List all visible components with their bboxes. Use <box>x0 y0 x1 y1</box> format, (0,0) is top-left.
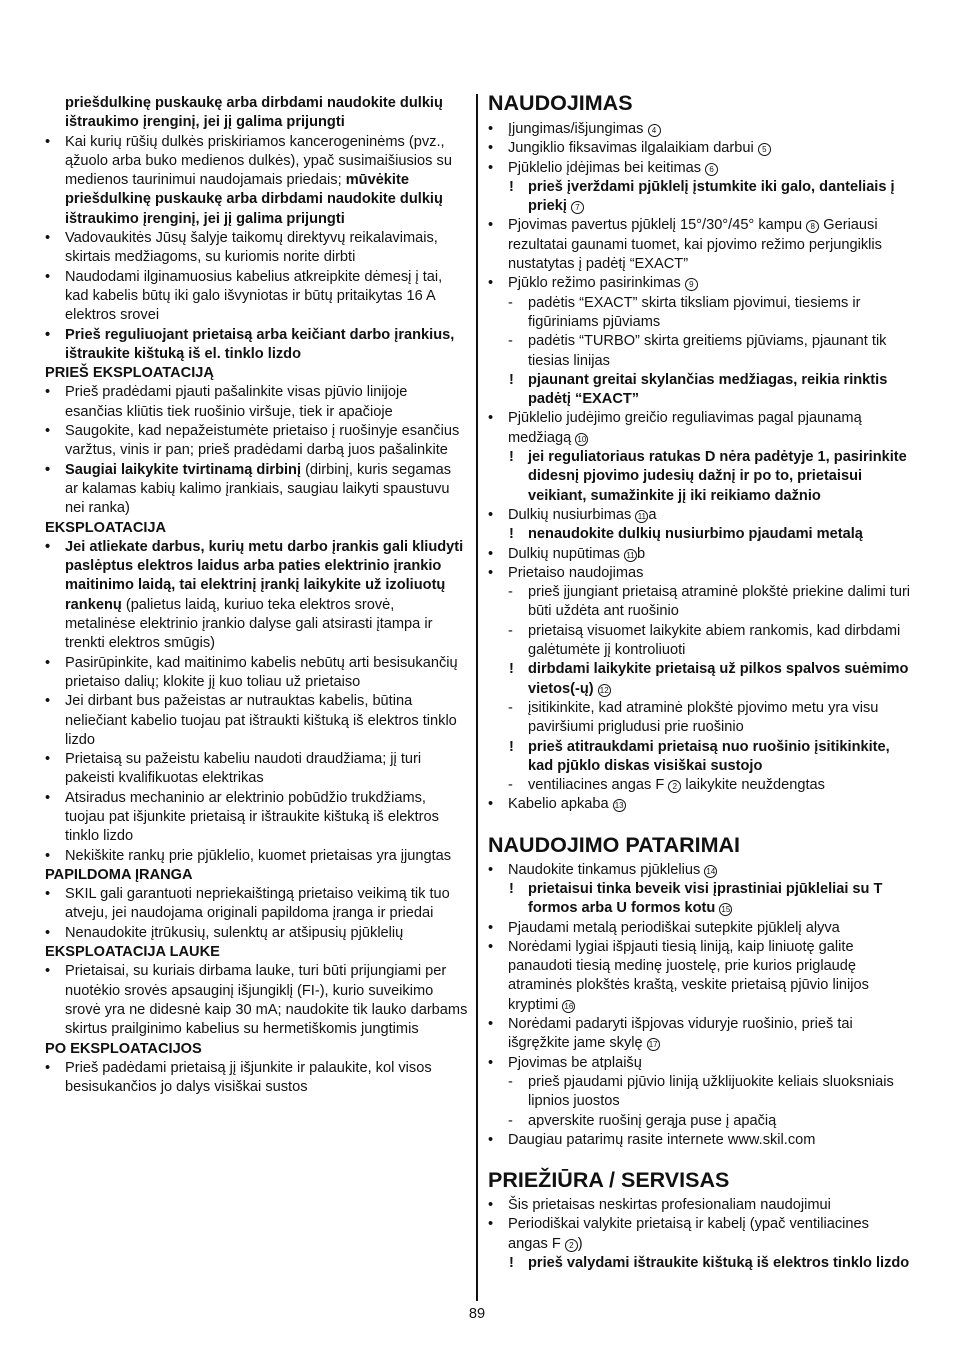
text-segment: Prieš padėdami prietaisą jį išjunkite ir palaukite, kol visos besisukančios jo dalys visiškai sustos <box>65 1059 432 1096</box>
bullet-marker: • <box>45 461 51 478</box>
text-segment: Naudokite tinkamus pjūklelius <box>508 861 705 878</box>
bullet-marker: • <box>488 564 494 581</box>
dash-item <box>488 332 912 371</box>
warning-marker: ! <box>509 880 514 897</box>
bullet-marker: • <box>45 847 51 864</box>
bullet-marker: • <box>488 410 494 427</box>
text-segment: Norėdami padaryti išpjovas viduryje ruošinio, prieš tai išgręžkite jame skylę <box>508 1016 853 1052</box>
figure-reference-number: 13 <box>613 799 626 812</box>
bullet-marker: • <box>488 506 494 523</box>
warning-item <box>488 371 912 410</box>
bullet-marker: • <box>45 886 51 903</box>
dash-item <box>488 776 912 795</box>
warning-item <box>488 738 912 777</box>
text-segment: Įjungimas/išjungimas <box>508 121 648 137</box>
bullet-item <box>488 1015 912 1054</box>
text-segment: Naudodami ilginamuosius kabelius atkreipkite dėmesį į tai, kad kabelis būtų iki galo išvyniotas ir būtų pritaikytas 16 A elektros srovei <box>65 268 443 324</box>
subsection-label: PO EKSPLOATACIJOS <box>45 1040 202 1057</box>
bullet-item <box>488 861 912 880</box>
bullet-item <box>488 216 912 274</box>
bullet-marker: • <box>488 545 494 562</box>
bullet-marker: • <box>45 268 51 285</box>
bullet-item <box>45 538 468 654</box>
text-segment: jei reguliatoriaus ratukas D nėra padėtyje 1, pasirinkite didesnį pjovimo judesių dažnį ir po to, prietaisui veikiant, sumažinkite jį iki reikiamo dažnio <box>528 449 907 504</box>
bullet-item <box>488 795 912 814</box>
bullet-marker: • <box>45 423 51 440</box>
warning-item <box>488 448 912 506</box>
text-segment: Pjūklelio judėjimo greičio reguliavimas pagal pjaunamą medžiagą <box>508 410 862 446</box>
bullet-marker: • <box>45 326 51 343</box>
text-segment: mūvėkite priešdulkinę puskaukę arba dirbdami naudokite dulkių ištraukimo įrenginį, jei jį galima prijungti <box>65 172 443 227</box>
bullet-marker: • <box>488 938 494 955</box>
figure-reference-number: 5 <box>758 143 771 156</box>
warning-item <box>488 880 912 919</box>
figure-reference-number: 10 <box>575 433 588 446</box>
text-segment: Prietaisai, su kuriais dirbama lauke, turi būti prijungiami per nuotėkio srovės apsauginį išjungiklį (FI-), kurio suveikimo srovė yra ne didesnė kaip 30 mA; naudokite tik lauko darbams skirtus prailginimo kabelius su hermetiškomis jungtimis <box>65 963 468 1038</box>
text-segment: Norėdami lygiai išpjauti tiesią liniją, kaip liniuotę galite panaudoti tiesią medinę juostelę, prie kurios priglaudę atraminės plokštės kraštą, veskite prietaisą pjūvio linijos kryptimi <box>508 938 869 1013</box>
right-column <box>488 90 912 1273</box>
bullet-item <box>488 1131 912 1150</box>
bullet-marker: • <box>45 654 51 671</box>
bullet-marker: • <box>45 538 51 555</box>
bullet-item <box>488 506 912 525</box>
bullet-item <box>45 461 468 519</box>
dash-marker: - <box>508 1073 513 1090</box>
figure-reference-number: 16 <box>562 1000 575 1013</box>
text-segment: Daugiau patarimų rasite internete www.skil.com <box>508 1131 816 1148</box>
text-segment: Prieš reguliuojant prietaisą arba keičiant darbo įrankius, ištraukite kištuką iš el. tinklo lizdo <box>65 326 455 362</box>
bullet-marker: • <box>45 924 51 941</box>
text-segment: prieš pjaudami pjūvio liniją užklijuokite keliais sluoksniais lipnios juostos <box>528 1073 894 1110</box>
bullet-item <box>45 326 468 365</box>
text-segment: Nekiškite rankų prie pjūklelio, kuomet prietaisas yra įjungtas <box>65 847 452 864</box>
bullet-item <box>45 268 468 326</box>
bullet-item <box>488 274 912 293</box>
dash-marker: - <box>508 333 513 350</box>
bullet-item <box>488 139 912 158</box>
bullet-item <box>45 654 468 693</box>
bullet-item <box>488 545 912 564</box>
text-segment: laikykite neuždengtas <box>681 777 825 794</box>
bullet-item <box>45 692 468 750</box>
text-segment: prieš įjungiant prietaisą atraminė plokštė priekine dalimi turi būti uždėta ant ruošinio <box>528 584 911 620</box>
dash-item <box>488 294 912 333</box>
dash-marker: - <box>508 294 513 311</box>
bullet-marker: • <box>488 1216 494 1233</box>
figure-reference-number: 11 <box>635 510 648 523</box>
text-segment: padėtis “EXACT” skirta tiksliam pjovimui, tiesiems ir figūriniams pjūviams <box>528 294 861 330</box>
text-segment: Geriausi rezultatai gaunami tuomet, kai pjovimo režimo perjungiklis nustatytas į padėtį “EXACT” <box>508 217 882 273</box>
bullet-marker: • <box>488 1131 494 1148</box>
warning-marker: ! <box>509 526 514 543</box>
text-segment: prieš valydami ištraukite kištuką iš elektros tinklo lizdo <box>528 1255 910 1272</box>
text-segment: Pjūklo režimo pasirinkimas <box>508 275 685 292</box>
section-heading: PRIEŽIŪRA / SERVISAS <box>488 1168 730 1193</box>
bullet-item <box>45 1059 468 1098</box>
warning-marker: ! <box>509 661 514 678</box>
text-segment: Atsiradus mechaninio ar elektrinio pobūdžio trukdžiams, tuojau pat išjunkite prietaisą ir ištraukite kištuką iš elektros tinklo lizdo <box>65 789 439 845</box>
text-segment: ventiliacines angas F <box>528 777 669 794</box>
bullet-marker: • <box>45 133 51 150</box>
bullet-item <box>45 383 468 422</box>
text-segment: priešdulkinę puskaukę arba dirbdami naudokite dulkių ištraukimo įrenginį, jei jį galima prijungti <box>65 95 443 131</box>
figure-reference-number: 8 <box>806 220 819 233</box>
dash-item <box>488 1073 912 1112</box>
bullet-item <box>488 120 912 139</box>
bullet-item <box>45 133 468 229</box>
bullet-item <box>45 885 468 924</box>
text-segment: Pjūklelio įdėjimas bei keitimas <box>508 159 706 176</box>
warning-item <box>488 660 912 699</box>
section-heading: NAUDOJIMAS <box>488 91 633 115</box>
figure-reference-number: 14 <box>704 865 717 878</box>
figure-reference-number: 7 <box>571 201 584 214</box>
bullet-item <box>45 229 468 268</box>
warning-item <box>488 1254 912 1273</box>
bullet-marker: • <box>45 693 51 710</box>
text-segment: Saugiai laikykite tvirtinamą dirbinį <box>65 461 302 478</box>
text-segment: Prieš pradėdami pjauti pašalinkite visas pjūvio linijoje esančias kliūtis tiek ruošinio viršuje, tiek ir apačioje <box>65 384 408 420</box>
text-segment: Kabelio apkaba <box>508 796 613 813</box>
warning-marker: ! <box>509 1255 514 1272</box>
text-segment: Jei dirbant bus pažeistas ar nutrauktas kabelis, būtina neliečiant kabelio tuojau pat ištraukti kištuką iš elektros tinklo lizdo <box>65 693 457 748</box>
bullet-item <box>45 962 468 1039</box>
warning-marker: ! <box>509 738 514 755</box>
text-segment: Vadovaukitės Jūsų šalyje taikomų direktyvų reikalavimais, skirtais medžiagoms, su kuriomis norite dirbti <box>65 230 438 266</box>
text-segment: prietaisui tinka beveik visi įprastiniai pjūkleliai su T formos arba U formos kotu <box>528 880 883 917</box>
figure-reference-number: 4 <box>648 124 661 137</box>
text-segment: prietaisą visuomet laikykite abiem rankomis, kad dirbdami galėtumėte jį kontroliuoti <box>528 622 901 659</box>
text-segment: Jei atliekate darbus, kurių metu darbo įrankis gali kliudyti paslėptus elektros laidus arba paties elektrinio įrankio maitinimo laidą, tai elektrinį įrankį laikykite už izoliuotų rankenų <box>65 538 464 613</box>
bullet-item <box>488 938 912 1015</box>
text-segment: (dirbinį, kuris segamas ar kalamas kabių kalimo įrankiais, saugiau laikyti spaustuvu nei ranka) <box>65 461 452 517</box>
bullet-item <box>488 409 912 448</box>
text-segment: Jungiklio fiksavimas ilgalaikiam darbui <box>508 140 758 157</box>
dash-item <box>488 699 912 738</box>
dash-marker: - <box>508 1112 513 1129</box>
dash-item <box>488 622 912 661</box>
bullet-item <box>488 1215 912 1254</box>
figure-reference-number: 2 <box>565 1239 578 1252</box>
warning-item <box>488 525 912 544</box>
bullet-marker: • <box>488 1054 494 1071</box>
text-segment: Pjaudami metalą periodiškai sutepkite pjūklelį alyva <box>508 919 840 936</box>
bullet-marker: • <box>45 751 51 768</box>
dash-marker: - <box>508 699 513 716</box>
bullet-marker: • <box>488 159 494 176</box>
text-segment: (palietus laidą, kuriuo teka elektros srovė, metalinėse elektrinio įrankio dalyse gali atsirasti įtampa ir trenkti elektros smūgis) <box>65 596 433 652</box>
figure-reference-number: 11 <box>624 549 637 562</box>
page-number: 89 <box>468 1306 486 1322</box>
bullet-item <box>45 750 468 789</box>
figure-reference-number: 17 <box>647 1038 660 1051</box>
continued-text <box>45 94 468 133</box>
bullet-marker: • <box>488 1197 494 1214</box>
dash-item <box>488 583 912 622</box>
text-segment: Nenaudokite įtrūkusių, sulenktų ar atšipusių pjūklelių <box>65 924 404 941</box>
bullet-marker: • <box>45 789 51 806</box>
subsection-label: PAPILDOMA ĮRANGA <box>45 866 193 883</box>
bullet-item <box>488 919 912 938</box>
column-divider <box>476 94 478 1301</box>
bullet-item <box>488 1054 912 1073</box>
bullet-marker: • <box>488 217 494 234</box>
bullet-item <box>488 1196 912 1215</box>
text-segment: Pjovimas pavertus pjūklelį 15°/30°/45° kampu <box>508 217 807 234</box>
text-segment: Periodiškai valykite prietaisą ir kabelį (ypač ventiliacines angas F <box>508 1216 869 1252</box>
left-column <box>45 94 468 1097</box>
dash-marker: - <box>508 777 513 794</box>
warning-marker: ! <box>509 178 514 195</box>
text-segment: Kai kurių rūšių dulkės priskiriamos kancerogeninėms (pvz., ąžuolo arba buko medienos dulkės), ypač susimaišiusios su medienos taurinimui naudojamais priedais; <box>65 133 452 189</box>
bullet-item <box>45 847 468 866</box>
text-segment: Dulkių nupūtimas <box>508 545 624 562</box>
bullet-item <box>45 924 468 943</box>
text-segment: b <box>637 545 646 562</box>
figure-reference-number: 9 <box>685 278 698 291</box>
text-segment: nenaudokite dulkių nusiurbimo pjaudami metalą <box>528 526 863 543</box>
bullet-marker: • <box>488 121 494 137</box>
dash-item <box>488 1112 912 1131</box>
bullet-marker: • <box>45 963 51 980</box>
text-segment: Pjovimas be atplaišų <box>508 1054 642 1071</box>
dash-marker: - <box>508 584 513 601</box>
bullet-marker: • <box>45 1059 51 1076</box>
dash-marker: - <box>508 622 513 639</box>
bullet-marker: • <box>488 796 494 813</box>
text-segment: prieš įverždami pjūklelį įstumkite iki galo, danteliais į priekį <box>528 178 895 215</box>
bullet-item <box>45 789 468 847</box>
figure-reference-number: 15 <box>719 903 732 916</box>
figure-reference-number: 12 <box>598 684 611 697</box>
bullet-item <box>488 564 912 583</box>
bullet-marker: • <box>45 230 51 247</box>
text-segment: pjaunant greitai skylančias medžiagas, reikia rinktis padėtį “EXACT” <box>528 371 888 408</box>
text-segment: Pasirūpinkite, kad maitinimo kabelis nebūtų arti besisukančių prietaiso dalių; klokite jį kuo toliau už prietaiso <box>65 654 458 690</box>
text-segment: Prietaisą su pažeistu kabeliu naudoti draudžiama; jį turi pakeisti kvalifikuotas elektrikas <box>65 751 422 787</box>
bullet-marker: • <box>45 384 51 401</box>
subsection-label: EKSPLOATACIJA <box>45 519 167 536</box>
bullet-item <box>45 422 468 461</box>
bullet-marker: • <box>488 919 494 936</box>
figure-reference-number: 6 <box>705 163 718 176</box>
text-segment: ) <box>577 1235 583 1252</box>
text-segment: Dulkių nusiurbimas <box>508 506 636 523</box>
warning-marker: ! <box>509 449 514 466</box>
text-segment: Saugokite, kad nepažeistumėte prietaiso į ruošinyje esančius varžtus, vinis ir pan; prieš pradėdami darbą juos pašalinkite <box>65 423 460 459</box>
text-segment: prieš atitraukdami prietaisą nuo ruošinio įsitikinkite, kad pjūklo diskas visiškai sustojo <box>528 738 890 774</box>
section-heading: NAUDOJIMO PATARIMAI <box>488 832 741 857</box>
text-segment: Prietaiso naudojimas <box>508 564 644 581</box>
warning-marker: ! <box>509 371 514 388</box>
bullet-marker: • <box>488 140 494 157</box>
text-segment: a <box>648 506 657 523</box>
figure-reference-number: 2 <box>668 780 681 793</box>
text-segment: dirbdami laikykite prietaisą už pilkos spalvos suėmimo vietos(-ų) <box>528 661 909 697</box>
text-segment: SKIL gali garantuoti nepriekaištingą prietaiso veikimą tik tuo atveju, jei naudojama originali papildoma įranga ir priedai <box>65 886 450 922</box>
text-segment: padėtis “TURBO” skirta greitiems pjūviams, pjaunant tik tiesias linijas <box>528 333 887 369</box>
bullet-marker: • <box>488 275 494 292</box>
text-segment: apverskite ruošinį gerąja puse į apačią <box>528 1112 777 1129</box>
text-segment: Šis prietaisas neskirtas profesionaliam naudojimui <box>508 1197 831 1214</box>
warning-item <box>488 178 912 217</box>
subsection-label: EKSPLOATACIJA LAUKE <box>45 944 220 961</box>
text-segment: įsitikinkite, kad atraminė plokštė pjovimo metu yra visu paviršiumi prigludusi prie ruošinio <box>528 699 879 736</box>
subsection-label: PRIEŠ EKSPLOATACIJĄ <box>45 365 214 382</box>
bullet-item <box>488 159 912 178</box>
bullet-marker: • <box>488 861 494 878</box>
bullet-marker: • <box>488 1016 494 1033</box>
